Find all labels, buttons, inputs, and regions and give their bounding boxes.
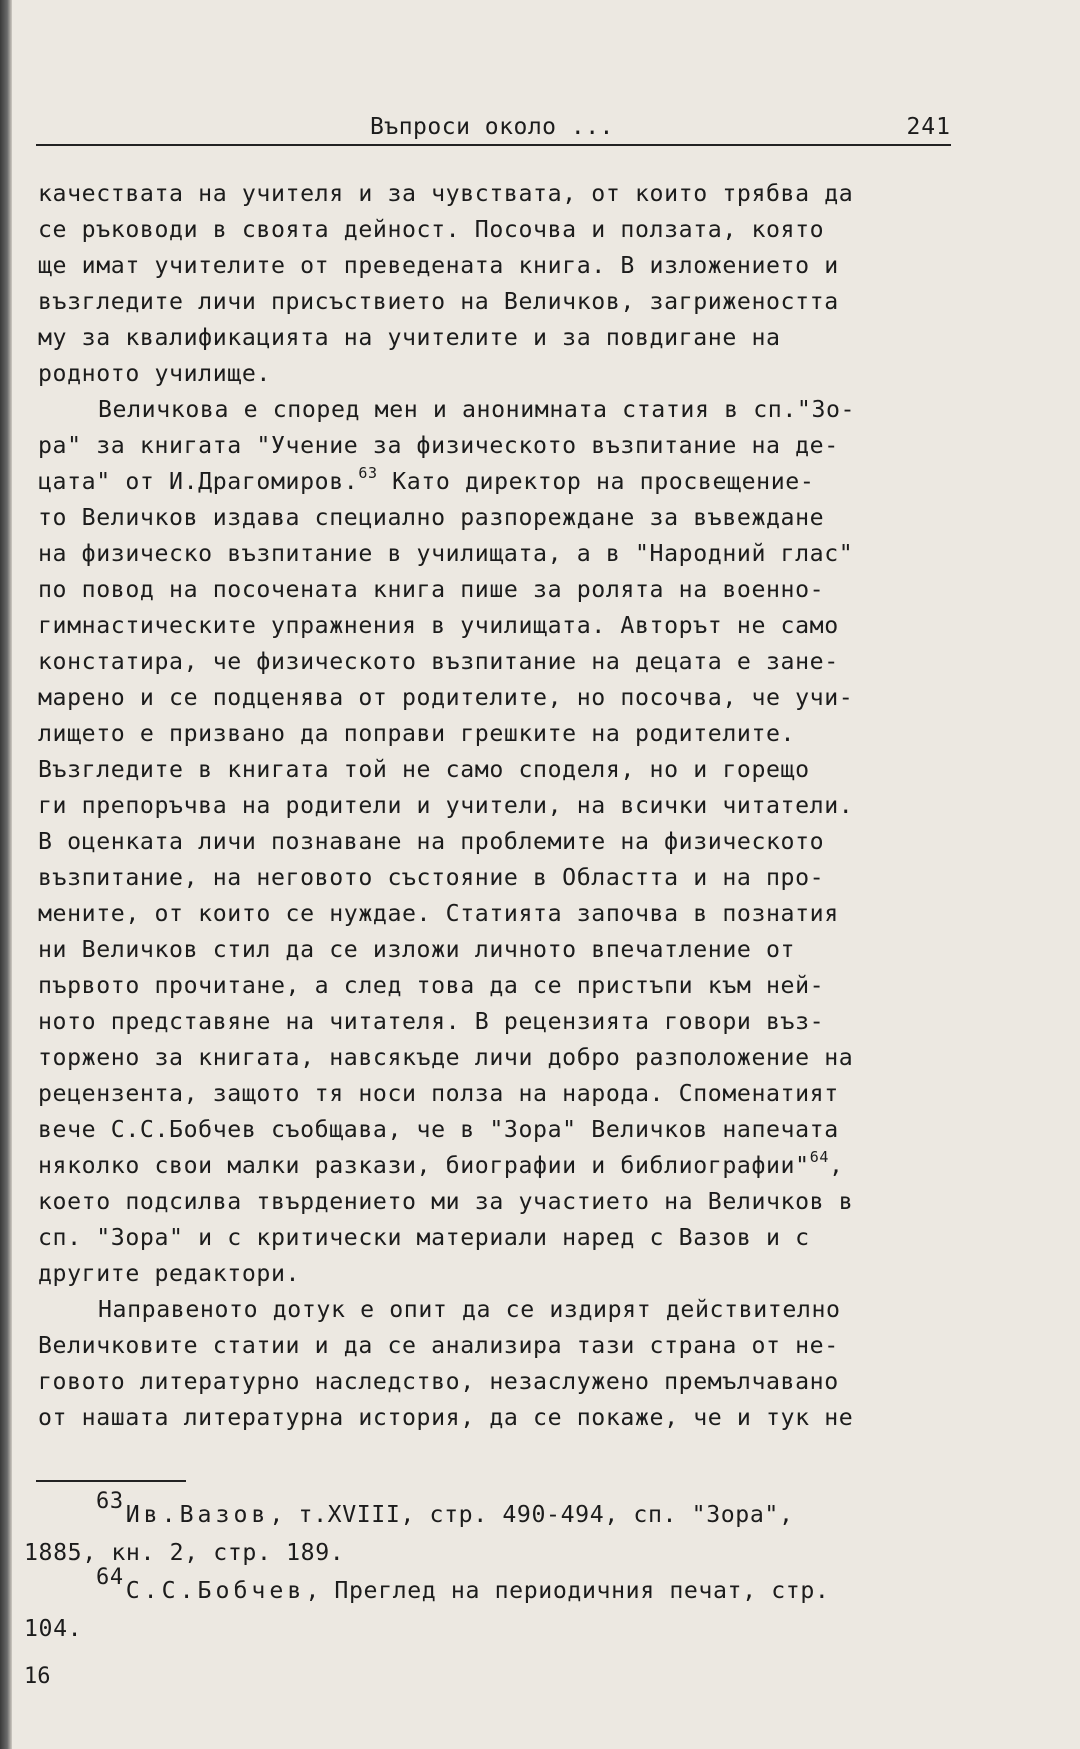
running-head xyxy=(36,110,951,146)
body-line-text: ще имат учителите от преведената книга. В изложението и xyxy=(38,252,839,279)
body-line-text: Величкова е според мен и анонимната статия в сп."Зо- xyxy=(98,396,856,423)
footnote-64-author: С.С.Бобчев xyxy=(125,1577,306,1604)
body-line xyxy=(38,248,978,284)
body-line-text: от нашата литературна история, да се покаже, че и тук не xyxy=(38,1404,854,1431)
body-line-text: няколко свои малки разкази, биографии и библиографии" xyxy=(38,1152,810,1179)
body-line xyxy=(38,1256,978,1292)
body-line-text: родното училище. xyxy=(38,360,271,387)
body-line-text: марено и се подценява от родителите, но посочва, че учи- xyxy=(38,684,854,711)
footnote-reference: 63 xyxy=(358,464,378,482)
running-head-title: Въпроси около ... xyxy=(370,114,614,140)
footnote-63-line-2: 1885, кн. 2, стр. 189. xyxy=(24,1539,345,1566)
body-line xyxy=(38,860,978,896)
body-line xyxy=(38,788,978,824)
body-line-text: което подсилва твърдението ми за участието на Величков в xyxy=(38,1188,854,1215)
body-line xyxy=(38,932,978,968)
body-line xyxy=(38,1040,978,1076)
body-line-text: по повод на посочената книга пише за ролята на военно- xyxy=(38,576,825,603)
page-number: 241 xyxy=(906,114,951,140)
footnote-64-line-1 xyxy=(24,1565,984,1610)
body-line xyxy=(38,716,978,752)
body-line-text: цата" от И.Драгомиров. xyxy=(38,468,359,495)
body-line-text: качествата на учителя и за чувствата, от които трябва да xyxy=(38,180,854,207)
body-line-text: В оценката личи познаване на проблемите на физическото xyxy=(38,828,825,855)
body-line xyxy=(38,392,978,428)
body-line-text: ни Величков стил да се изложи личното впечатление от xyxy=(38,936,796,963)
body-line-text: ги препоръчва на родители и учители, на всички читатели. xyxy=(38,792,854,819)
body-line xyxy=(38,284,978,320)
body-line-text: то Величков издава специално разпореждане за въвеждане xyxy=(38,504,825,531)
body-line-text: Възгледите в книгата той не само споделя, но и горещо xyxy=(38,756,810,783)
footnote-separator xyxy=(36,1480,186,1482)
body-line-text: рецензента, защото тя носи полза на народа. Споменатият xyxy=(38,1080,839,1107)
body-line xyxy=(38,1400,978,1436)
body-line xyxy=(38,1076,978,1112)
footnotes xyxy=(24,1489,984,1648)
footnote-63-author: Ив.Вазов xyxy=(125,1501,270,1528)
footnote-63-line-1 xyxy=(24,1489,984,1534)
body-line xyxy=(38,1328,978,1364)
body-line-text: говото литературно наследство, незаслужено премълчавано xyxy=(38,1368,839,1395)
body-line-text: му за квалификацията на учителите и за повдигане на xyxy=(38,324,781,351)
footnote-64-mark: 64 xyxy=(96,1565,124,1590)
body-line-text: Направеното дотук е опит да се издирят действително xyxy=(98,1296,841,1323)
body-line-text: първото прочитане, а след това да се пристъпи към ней- xyxy=(38,972,825,999)
body-line-text: гимнастическите упражнения в училищата. Авторът не само xyxy=(38,612,839,639)
body-line-text: мените, от които се нуждае. Статията започва в познатия xyxy=(38,900,839,927)
body-line xyxy=(38,572,978,608)
body-text xyxy=(38,176,978,1436)
body-line xyxy=(38,1292,978,1328)
body-line xyxy=(38,824,978,860)
footnote-63-text: , т.XVIII, стр. 490-494, сп. "Зора", xyxy=(269,1501,794,1528)
body-line xyxy=(38,1004,978,1040)
body-line xyxy=(38,752,978,788)
body-line xyxy=(38,968,978,1004)
body-line xyxy=(38,1112,978,1148)
body-line-text: Величковите статии и да се анализира тази страна от не- xyxy=(38,1332,839,1359)
body-line-text-continued: Като директор на просвещение- xyxy=(377,468,815,495)
body-line xyxy=(38,212,978,248)
body-line-text: възгледите личи присъствието на Величков, загрижеността xyxy=(38,288,839,315)
body-line-text: ра" за книгата "Учение за физическото възпитание на де- xyxy=(38,432,839,459)
body-line xyxy=(38,536,978,572)
body-line-text: ното представяне на читателя. В рецензията говори въз- xyxy=(38,1008,825,1035)
body-line xyxy=(38,1364,978,1400)
body-line xyxy=(38,428,978,464)
body-line xyxy=(38,1184,978,1220)
body-line-text: сп. "Зора" и с критически материали наред с Вазов и с xyxy=(38,1224,810,1251)
body-line-text-continued: , xyxy=(828,1152,844,1179)
body-line-text: другите редактори. xyxy=(38,1260,301,1287)
body-line xyxy=(38,680,978,716)
footnote-64-text: , Преглед на периодичния печат, стр. xyxy=(305,1577,830,1604)
body-line-text: торжено за книгата, навсякъде личи добро разположение на xyxy=(38,1044,854,1071)
body-line xyxy=(38,1220,978,1256)
body-line xyxy=(38,320,978,356)
body-line-text: се ръководи в своята дейност. Посочва и ползата, която xyxy=(38,216,825,243)
sheet-signature-number: 16 xyxy=(24,1664,51,1689)
body-line xyxy=(38,176,978,212)
footnote-63-mark: 63 xyxy=(96,1489,124,1514)
body-line-text: възпитание, на неговото състояние в Областта и на про- xyxy=(38,864,825,891)
body-line-text: лището е призвано да поправи грешките на родителите. xyxy=(38,720,796,747)
footnote-64-line-2: 104. xyxy=(24,1615,83,1642)
body-line xyxy=(38,500,978,536)
body-line xyxy=(38,644,978,680)
body-line xyxy=(38,464,978,500)
body-line-text: констатира, че физическото възпитание на децата е зане- xyxy=(38,648,839,675)
body-line xyxy=(38,1148,978,1184)
body-line-text: вече С.С.Бобчев съобщава, че в "Зора" Величков напечата xyxy=(38,1116,839,1143)
body-line xyxy=(38,356,978,392)
body-line xyxy=(38,608,978,644)
body-line-text: на физическо възпитание в училищата, а в "Народний глас" xyxy=(38,540,854,567)
body-line xyxy=(38,896,978,932)
footnote-reference: 64 xyxy=(809,1148,829,1166)
